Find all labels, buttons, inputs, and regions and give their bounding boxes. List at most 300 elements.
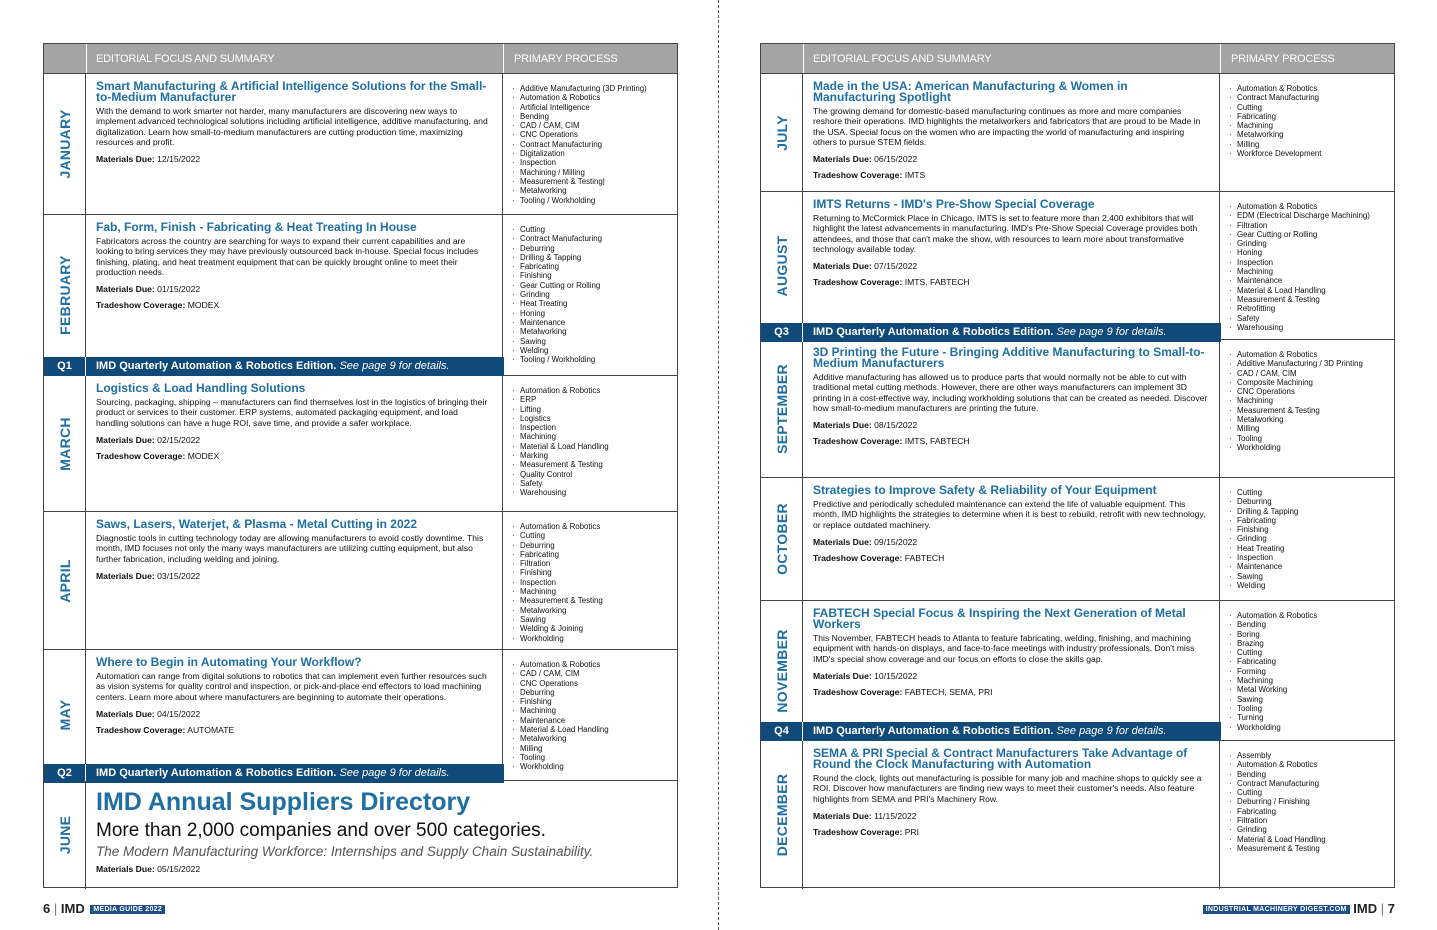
process-item: · Metal Working [1228,685,1394,694]
editorial-summary-cell [86,376,503,512]
tradeshow-label: Tradeshow Coverage: [96,450,186,461]
process-item: · CNC Operations [1228,387,1394,396]
process-item: · Metalworking [511,327,677,336]
process-list [1228,488,1394,590]
tradeshow-value: AUTOMATE [187,724,235,735]
tradeshow-coverage [813,553,1209,563]
process-item: · Logistics [511,414,677,423]
process-item: · Tooling [1228,434,1394,443]
process-item: · Safety [511,479,677,488]
process-item: · Lifting [511,405,677,414]
editorial-summary-cell [86,74,503,215]
editorial-title: Made in the USA: American Manufacturing & Women in Manufacturing Spotlight [813,79,1128,104]
month-label-cell [44,376,86,512]
editorial-description: This November, FABTECH heads to Atlanta to feature fabricating, welding, finishing, and machining equipment with hands-on displays, and face-to-face meetings with industry professionals. Don't miss IMD's special show coverage and our focus on efforts to close the skills gap. [813,633,1195,664]
process-item: · Gear Cutting or Rolling [1228,230,1394,239]
process-list [511,386,677,498]
process-item: · Workforce Development [1228,149,1394,158]
process-item: · Fabricating [1228,112,1394,121]
process-item: · ERP [511,395,677,404]
month-label-cell [44,781,86,889]
process-item: · Heat Treating [511,299,677,308]
editorial-summary-cell [803,601,1220,741]
process-item: · Machining [1228,121,1394,130]
materials-due [96,435,492,445]
editorial-summary-cell [803,192,1220,340]
tradeshow-value: IMTS, FABTECH [904,436,970,447]
process-item: · Grinding [1228,239,1394,248]
editorial-title: Saws, Lasers, Waterjet, & Plasma - Metal Cutting in 2022 [96,517,417,531]
process-item: · Tooling [1228,704,1394,713]
month-label: NOVEMBER [773,628,790,713]
month-label: DECEMBER [773,773,790,857]
editorial-title: FABTECH Special Focus & Inspiring the Next Generation of Metal Workers [813,606,1186,631]
process-item: · Metalworking [511,606,677,615]
process-item: · Material & Load Handling [1228,286,1394,295]
materials-due-date: 09/15/2022 [874,536,918,547]
process-item: · Digitalization [511,149,677,158]
process-item: · Warehousing [511,488,677,497]
process-item: · Automation & Robotics [1228,760,1394,769]
process-item: · Contract Manufacturing [511,140,677,149]
process-item: · Machining [511,706,677,715]
tradeshow-value: IMTS [904,170,926,181]
tradeshow-coverage [813,827,1209,837]
editorial-title: Strategies to Improve Safety & Reliability of Your Equipment [813,483,1157,497]
process-item: · Metalworking [511,186,677,195]
process-list [1228,84,1394,158]
quarterly-edition-title: IMD Quarterly Automation & Robotics Edition. [96,360,337,372]
process-item: · Welding [1228,581,1394,590]
process-item: · Honing [1228,248,1394,257]
right-page [719,0,1437,930]
month-label: MARCH [56,416,73,471]
process-item: · Deburring [511,244,677,253]
process-item: · Filtration [511,559,677,568]
footer-right: INDUSTRIAL MACHINERY DIGEST.COM IMD | 7 [1201,901,1395,916]
process-item: · Forming [1228,667,1394,676]
materials-due [96,571,492,581]
quarterly-edition-bar [761,323,1221,342]
process-item: · Sawing [1228,572,1394,581]
primary-process-cell [503,376,677,512]
editorial-summary-cell [803,340,1220,478]
materials-due-label: Materials Due: [813,670,872,681]
process-item: · CNC Operations [511,130,677,139]
quarterly-edition-title: IMD Quarterly Automation & Robotics Edition. [813,326,1054,338]
quarter-label: Q1 [44,357,86,376]
process-item: · Metalworking [511,734,677,743]
process-item: · Additive Manufacturing / 3D Printing [1228,359,1394,368]
editorial-description: Returning to McCormick Place in Chicago, IMTS is set to feature more than 2,400 exhibitors that will highlight the latest advancements in manufacturing. IMD's Pre-Show Special Coverage provides both attendees, and those that can't make the show, with resources to learn more about transformative technology available today. [813,213,1198,254]
process-item: · Finishing [511,271,677,280]
process-item: · Assembly [1228,751,1394,760]
process-item: · Drilling & Tapping [1228,507,1394,516]
materials-due [813,420,1209,430]
materials-due-date: 02/15/2022 [157,434,201,445]
quarterly-edition-bar [44,357,504,376]
directory-italic: The Modern Manufacturing Workforce: Internships and Supply Chain Sustainability. [96,844,594,859]
process-item: · Tooling / Workholding [511,355,677,364]
page-number: 6 [43,901,51,916]
primary-process-cell [1220,478,1394,601]
process-item: · Cutting [1228,103,1394,112]
quarterly-edition-note: See page 9 for details. [1056,725,1167,737]
process-list [1228,350,1394,452]
process-item: · Sawing [511,615,677,624]
month-label-cell [761,74,803,192]
process-item: · Material & Load Handling [511,725,677,734]
website-badge: INDUSTRIAL MACHINERY DIGEST.COM [1203,905,1350,914]
materials-due-date: 07/15/2022 [874,261,918,272]
process-item: · Workholding [511,762,677,771]
process-item: · Heat Treating [1228,544,1394,553]
tradeshow-label: Tradeshow Coverage: [813,436,903,447]
materials-due-label: Materials Due: [96,708,155,719]
process-item: · Filtration [1228,221,1394,230]
tradeshow-value: MODEX [187,300,220,311]
header-editorial-focus: EDITORIAL FOCUS AND SUMMARY [96,53,275,65]
process-item: · Workholding [1228,443,1394,452]
process-item: · Maintenance [511,716,677,725]
process-item: · Milling [1228,140,1394,149]
process-item: · Measurement & Testing [511,460,677,469]
tradeshow-coverage [813,170,1209,180]
brand-logo: IMD [60,901,85,916]
table-header [761,44,1394,74]
table-header [44,44,677,74]
quarterly-edition-note: See page 9 for details. [1056,326,1167,338]
materials-due [96,864,668,874]
materials-due-date: 05/15/2022 [157,864,201,874]
process-list [511,522,677,643]
quarterly-edition-bar [761,722,1221,741]
process-item: · Cutting [1228,788,1394,797]
tradeshow-coverage [813,687,1209,697]
process-item: · CAD / CAM, CIM [1228,369,1394,378]
editorial-description: The growing demand for domestic-based manufacturing continues as more and more companies reshore their operations. IMD highlights the metalworkers and fabricators that are proud to be Made in the USA. Special focus on the women who are impacting the world of manufacturing and inspiring others to pursue STEM fields. [813,106,1201,147]
process-item: · CAD / CAM, CIM [511,121,677,130]
process-item: · Fabricating [1228,516,1394,525]
materials-due-label: Materials Due: [96,284,155,295]
process-item: · Contract Manufacturing [511,234,677,243]
process-item: · Inspection [1228,258,1394,267]
process-list [1228,611,1394,732]
process-item: · Bending [1228,620,1394,629]
tradeshow-label: Tradeshow Coverage: [813,826,903,837]
month-label-cell [761,601,803,741]
process-item: · Cutting [511,225,677,234]
quarterly-edition-note: See page 9 for details. [339,360,450,372]
materials-due-label: Materials Due: [96,864,155,874]
process-item: · Measurement & Testing| [511,177,677,186]
process-item: · Automation & Robotics [511,660,677,669]
process-list [1228,751,1394,853]
editorial-title: Where to Begin in Automating Your Workflow? [96,655,362,669]
materials-due-label: Materials Due: [96,570,155,581]
process-item: · Milling [1228,424,1394,433]
primary-process-cell [503,74,677,215]
editorial-table-right [760,43,1395,888]
media-guide-badge: MEDIA GUIDE 2022 [90,905,165,914]
month-label: FEBRUARY [56,255,73,335]
process-item: · Deburring [511,541,677,550]
process-item: · Contract Manufacturing [1228,93,1394,102]
materials-due-date: 03/15/2022 [157,570,201,581]
primary-process-cell [1220,74,1394,192]
materials-due [96,154,492,164]
process-item: · Deburring [1228,497,1394,506]
process-item: · Sawing [511,337,677,346]
process-item: · Automation & Robotics [511,93,677,102]
tradeshow-value: IMTS, FABTECH [904,277,970,288]
process-item: · Grinding [1228,534,1394,543]
process-item: · Quality Control [511,470,677,479]
tradeshow-label: Tradeshow Coverage: [813,686,903,697]
process-item: · Finishing [511,568,677,577]
process-item: · Maintenance [511,318,677,327]
editorial-description: With the demand to work smarter not harder, many manufacturers are discovering new ways to implement advanced technological solutions including artificial intelligence, additive manufacturing, and digitalization. Learn how small-to-medium manufacturers are cutting production time, maximizing resources and profit. [96,106,488,147]
materials-due-label: Materials Due: [813,261,872,272]
editorial-description: Additive manufacturing has allowed us to produce parts that would normally not be able to cut with traditional metal cutting methods. However, there are other ways manufacturers can implement 3D printing in a cost-effective way, including workholding solutions that can be created as needed. Discover how small-to-medium manufacturers are printing the future. [813,372,1208,413]
header-editorial-focus: EDITORIAL FOCUS AND SUMMARY [813,53,992,65]
process-list [1228,202,1394,332]
process-item: · Measurement & Testing [1228,295,1394,304]
materials-due-label: Materials Due: [813,154,872,165]
tradeshow-coverage [96,725,492,735]
process-item: · Honing [511,309,677,318]
quarter-label: Q2 [44,764,86,783]
footer-left: 6 | IMD MEDIA GUIDE 2022 [43,901,165,916]
directory-title: IMD Annual Suppliers Directory [96,788,471,816]
process-item: · Material & Load Handling [511,442,677,451]
tradeshow-label: Tradeshow Coverage: [96,300,186,311]
process-item: · Inspection [511,158,677,167]
month-label-cell [44,74,86,215]
process-item: · Maintenance [1228,562,1394,571]
process-item: · Machining [511,432,677,441]
editorial-description: Automation can range from digital solutions to robotics that can implement even further resources such as vision systems for quality control and inspection, or pick-and-place end effectors to load machining centers. Learn more about where manufacturers are beginning to automate their operations. [96,671,487,702]
process-item: · Machining [1228,267,1394,276]
month-label-cell [761,741,803,889]
month-label-cell [761,478,803,601]
process-item: · Safety [1228,314,1394,323]
primary-process-cell [1220,601,1394,741]
month-label-cell [761,192,803,340]
process-item: · Machining [511,587,677,596]
tradeshow-value: FABTECH [904,552,945,563]
process-item: · Finishing [1228,525,1394,534]
process-item: · Maintenance [1228,276,1394,285]
process-item: · Grinding [511,290,677,299]
process-item: · Marking [511,451,677,460]
process-item: · Automation & Robotics [1228,84,1394,93]
primary-process-cell [503,512,677,650]
process-item: · Metalworking [1228,130,1394,139]
materials-due-label: Materials Due: [813,810,872,821]
process-item: · EDM (Electrical Discharge Machining) [1228,211,1394,220]
process-item: · Measurement & Testing [511,596,677,605]
process-item: · Cutting [1228,648,1394,657]
quarter-label: Q4 [761,722,803,741]
materials-due [813,537,1209,547]
month-label: APRIL [56,558,73,603]
process-item: · Material & Load Handling [1228,835,1394,844]
process-item: · Gear Cutting or Rolling [511,281,677,290]
process-item: · Turning [1228,713,1394,722]
process-item: · Machining [1228,396,1394,405]
directory-subtitle: More than 2,000 companies and over 500 categories. [96,820,546,841]
materials-due-date: 01/15/2022 [157,284,201,295]
editorial-title: SEMA & PRI Special & Contract Manufacturers Take Advantage of Round the Clock Manufacturing with Automation [813,746,1188,771]
process-item: · CNC Operations [511,679,677,688]
month-label-cell [44,512,86,650]
primary-process-cell [1220,192,1394,340]
month-label: JUNE [56,815,73,855]
process-item: · Inspection [1228,553,1394,562]
month-label-cell [44,215,86,376]
process-item: · Deburring [511,688,677,697]
process-item: · Drilling & Tapping [511,253,677,262]
header-primary-process: PRIMARY PROCESS [514,53,618,65]
process-item: · Contract Manufacturing [1228,779,1394,788]
process-item: · Artificial Intelligence [511,103,677,112]
month-label: JULY [773,114,790,151]
tradeshow-value: PRI [904,826,920,837]
tradeshow-label: Tradeshow Coverage: [813,277,903,288]
materials-due [813,154,1209,164]
process-item: · Welding & Joining [511,624,677,633]
process-item: · CAD / CAM, CIM [511,669,677,678]
editorial-title: Logistics & Load Handling Solutions [96,381,306,395]
tradeshow-coverage [96,451,492,461]
process-item: · Additive Manufacturing (3D Printing) [511,84,677,93]
process-item: · Bending [1228,770,1394,779]
process-item: · Fabricating [511,550,677,559]
tradeshow-label: Tradeshow Coverage: [813,170,903,181]
quarterly-edition-text [813,722,1167,741]
quarterly-edition-title: IMD Quarterly Automation & Robotics Edition. [96,767,337,779]
process-item: · Bending [511,112,677,121]
process-item: · Tooling [511,753,677,762]
editorial-description: Round the clock, lights out manufacturing is possible for many job and machine shops to quickly see a ROI. Discover how manufacturers are finding new ways to meet their customer's needs. Also feature highlights from SEMA and PRI's Machinery Row. [813,773,1202,804]
process-item: · Measurement & Testing [1228,406,1394,415]
materials-due [813,811,1209,821]
primary-process-cell [503,650,677,781]
process-item: · Automation & Robotics [1228,611,1394,620]
quarterly-edition-title: IMD Quarterly Automation & Robotics Edition. [813,725,1054,737]
month-label-cell [761,340,803,478]
month-label: SEPTEMBER [773,363,790,454]
editorial-description: Predictive and periodically scheduled maintenance can extend the life of valuable equipment. This month, IMD highlights the strategies to determine when it is best to rebuild, retrofit with new technology, or replace outdated machinery. [813,499,1206,530]
materials-due-date: 06/15/2022 [874,154,918,165]
materials-due-date: 12/15/2022 [157,154,201,165]
quarter-label: Q3 [761,323,803,342]
tradeshow-coverage [813,436,1209,446]
quarterly-edition-text [813,323,1167,342]
editorial-summary-cell [803,74,1220,192]
process-item: · Machining / Milling [511,168,677,177]
materials-due-date: 04/15/2022 [157,708,201,719]
editorial-table-left [43,43,678,888]
month-label: JANUARY [56,109,73,179]
editorial-title: IMTS Returns - IMD's Pre-Show Special Coverage [813,197,1095,211]
editorial-summary-cell [803,741,1220,889]
editorial-summary-cell [86,512,503,650]
materials-due-date: 11/15/2022 [874,810,917,821]
process-item: · Filtration [1228,816,1394,825]
editorial-description: Sourcing, packaging, shipping – manufacturers can find themselves lost in the logistics of bringing their product or services to their customer. ERP systems, automated packaging equipment, and load handling solutions can have a huge ROI, save time, and provide a safer workplace. [96,397,488,428]
materials-due-label: Materials Due: [813,420,872,431]
editorial-title: 3D Printing the Future - Bringing Additive Manufacturing to Small-to-Medium Manufacturers [813,345,1205,370]
materials-due-label: Materials Due: [96,434,155,445]
month-label-cell [44,650,86,781]
brand-logo: IMD [1353,901,1378,916]
process-item: · Boring [1228,630,1394,639]
primary-process-cell [1220,340,1394,478]
process-item: · Automation & Robotics [1228,350,1394,359]
process-item: · Metalworking [1228,415,1394,424]
tradeshow-label: Tradeshow Coverage: [96,724,186,735]
process-item: · Brazing [1228,639,1394,648]
month-label: OCTOBER [773,503,790,575]
process-item: · Tooling / Workholding [511,196,677,205]
process-item: · Retrofitting [1228,304,1394,313]
materials-due [96,284,492,294]
editorial-summary-cell [86,215,503,376]
editorial-description: Diagnostic tools in cutting technology today are allowing manufacturers to avoid costly downtime. This month, IMD focuses not only the many ways manufacturers are utilizing cutting equipment, but also further fabrication, including welding and joining. [96,533,484,564]
materials-due [813,261,1209,271]
process-item: · Inspection [511,578,677,587]
process-list [511,84,677,205]
editorial-title: Smart Manufacturing & Artificial Intelligence Solutions for the Small-to-Medium Manufacturer [96,79,487,104]
process-item: · Deburring / Finishing [1228,797,1394,806]
process-item: · Automation & Robotics [511,522,677,531]
tradeshow-label: Tradeshow Coverage: [813,552,903,563]
tradeshow-coverage [96,300,492,310]
tradeshow-coverage [813,277,1209,287]
process-item: · Workholding [1228,723,1394,732]
header-primary-process: PRIMARY PROCESS [1231,53,1335,65]
process-item: · Milling [511,744,677,753]
month-label: AUGUST [773,235,790,296]
process-item: · Cutting [1228,488,1394,497]
process-list [511,225,677,364]
process-item: · Warehousing [1228,323,1394,332]
left-page [0,0,718,930]
process-list [511,660,677,772]
process-item: · Workholding [511,634,677,643]
tradeshow-value: FABTECH, SEMA, PRI [904,686,993,697]
process-item: · Sawing [1228,695,1394,704]
materials-due-date: 08/15/2022 [874,420,918,431]
process-item: · Machining [1228,676,1394,685]
process-item: · Composite Machining [1228,378,1394,387]
materials-due [96,709,492,719]
process-item: · Automation & Robotics [1228,202,1394,211]
editorial-title: Fab, Form, Finish - Fabricating & Heat Treating In House [96,220,417,234]
process-item: · Fabricating [1228,807,1394,816]
process-item: · Fabricating [511,262,677,271]
quarterly-edition-text [96,357,450,376]
editorial-summary-cell [86,650,503,781]
process-item: · Cutting [511,531,677,540]
quarterly-edition-note: See page 9 for details. [339,767,450,779]
tradeshow-value: MODEX [187,450,220,461]
materials-due-label: Materials Due: [813,536,872,547]
process-item: · Grinding [1228,825,1394,834]
materials-due-date: 10/15/2022 [874,670,918,681]
